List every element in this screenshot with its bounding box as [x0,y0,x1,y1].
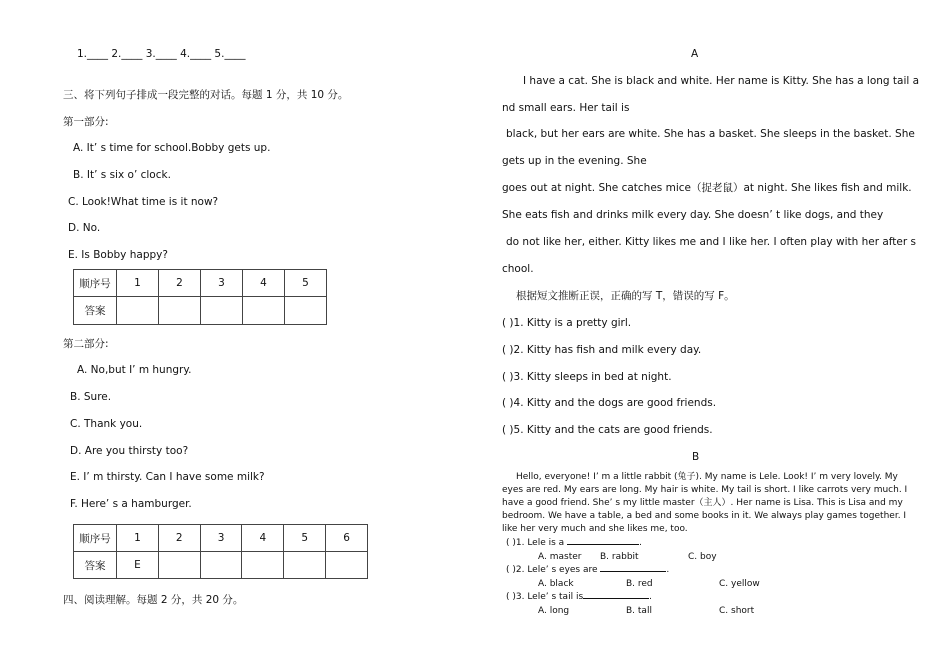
mc-question-3 [506,591,652,603]
table-cell: 2 [159,270,201,297]
table-cell: 1 [117,525,159,552]
answer-cell[interactable] [243,297,285,325]
table-cell: 6 [326,525,368,552]
mc-question-1 [506,537,642,549]
mc-stem: ( )1. Lele is a [506,538,565,548]
part-2-item-c: C. Thank you. [70,418,143,430]
table-cell: 顺序号 [74,525,117,552]
part-2-item-e: E. I’ m thirsty. Can I have some milk? [70,471,265,483]
answer-cell[interactable] [200,552,242,579]
part-2-item-d: D. Are you thirsty too? [70,445,189,457]
table-cell: 顺序号 [74,270,117,297]
true-false-item: ( )2. Kitty has fish and milk every day. [502,344,702,356]
table-cell: 5 [284,525,326,552]
table-cell: 3 [201,270,243,297]
mc-option: A. master [538,552,582,562]
passage-a-line: She eats fish and drinks milk every day. She doesn’ t like dogs, and they [502,209,884,221]
mc-question-2 [506,564,669,576]
true-false-item: ( )4. Kitty and the dogs are good friends. [502,397,717,409]
passage-a-heading: A [691,48,699,60]
mc-option: C. boy [688,552,717,562]
mc-option: C. short [719,606,755,616]
passage-b-line: eyes are red. My ears are long. My hair is white. My tail is short. I like carrots very much. I [502,485,908,495]
passage-a-line: black, but her ears are white. She has a basket. She sleeps in the basket. She [506,128,915,140]
mc-option: B. rabbit [600,552,639,562]
answer-cell[interactable] [201,297,243,325]
part-2-item-f: F. Here’ s a hamburger. [70,498,192,510]
answer-table-part-1 [73,269,327,325]
passage-a-line: gets up in the evening. She [502,155,647,167]
mc-tail: . [639,538,642,548]
table-cell: 4 [243,270,285,297]
passage-a-line: chool. [502,263,534,275]
answer-cell[interactable] [284,552,326,579]
answer-cell[interactable] [158,552,200,579]
table-cell: 1 [117,270,159,297]
passage-b-line: Hello, everyone! I’ m a little rabbit (兔子). My name is Lele. Look! I’ m very lovely. My [516,472,898,482]
table-cell: 3 [200,525,242,552]
true-false-item: ( )5. Kitty and the cats are good friends. [502,424,713,436]
part-2-item-b: B. Sure. [70,391,112,403]
mc-option: C. yellow [719,579,760,589]
table-cell: 5 [285,270,327,297]
table-cell: 答案 [74,552,117,579]
passage-a-line: goes out at night. She catches mice（捉老鼠）at night. She likes fish and milk. [502,182,912,194]
answer-table-part-2 [73,524,368,579]
answer-blank[interactable] [567,544,639,545]
mc-option: B. red [626,579,653,589]
true-false-item: ( )3. Kitty sleeps in bed at night. [502,371,672,383]
answer-blanks-line: 1.____ 2.____ 3.____ 4.____ 5.____ [77,48,246,60]
answer-cell[interactable] [117,297,159,325]
mc-stem: ( )3. Lele’ s tail is [506,592,584,602]
part-1-item-b: B. It’ s six o’ clock. [73,169,171,181]
section-3-title: 三、将下列句子排成一段完整的对话。每题 1 分，共 10 分。 [63,89,349,101]
table-cell: 答案 [74,297,117,325]
answer-cell[interactable] [159,297,201,325]
mc-tail: . [666,565,670,575]
mc-option: B. tall [626,606,652,616]
table-cell: 4 [242,525,284,552]
true-false-item: ( )1. Kitty is a pretty girl. [502,317,632,329]
answer-cell[interactable]: E [117,552,159,579]
mc-option: A. long [538,606,570,616]
answer-cell[interactable] [285,297,327,325]
part-1-item-e: E. Is Bobby happy? [68,249,168,261]
part-1-item-c: C. Look!What time is it now? [68,196,219,208]
part-2-title: 第二部分: [63,338,109,350]
section-4-title: 四、阅读理解。每题 2 分，共 20 分。 [63,594,244,606]
true-false-instruction: 根据短文推断正误，正确的写 T，错误的写 F。 [516,290,735,302]
answer-blank[interactable] [583,598,649,599]
answer-cell[interactable] [326,552,368,579]
passage-b-line: bedroom. We have a table, a bed and some books in it. We always play games together. I [502,511,907,521]
mc-tail: . [649,592,653,602]
passage-b-heading: B [692,451,700,463]
passage-a-line: I have a cat. She is black and white. Her name is Kitty. She has a long tail a [523,75,920,87]
mc-option: A. black [538,579,574,589]
part-1-item-a: A. It’ s time for school.Bobby gets up. [73,142,271,154]
answer-blank[interactable] [600,571,666,572]
passage-a-line: do not like her, either. Kitty likes me and I like her. I often play with her after s [506,236,917,248]
answer-cell[interactable] [242,552,284,579]
mc-stem: ( )2. Lele’ s eyes are [506,565,598,575]
table-cell: 2 [158,525,200,552]
passage-b-line: have a good friend. She’ s my little master（主人）. Her name is Lisa. This is Lisa and my [502,498,903,508]
part-2-item-a: A. No,but I’ m hungry. [77,364,192,376]
passage-b-line: like her very much and she likes me, too. [502,524,688,534]
passage-a-line: nd small ears. Her tail is [502,102,630,114]
part-1-title: 第一部分: [63,116,109,128]
part-1-item-d: D. No. [68,222,101,234]
